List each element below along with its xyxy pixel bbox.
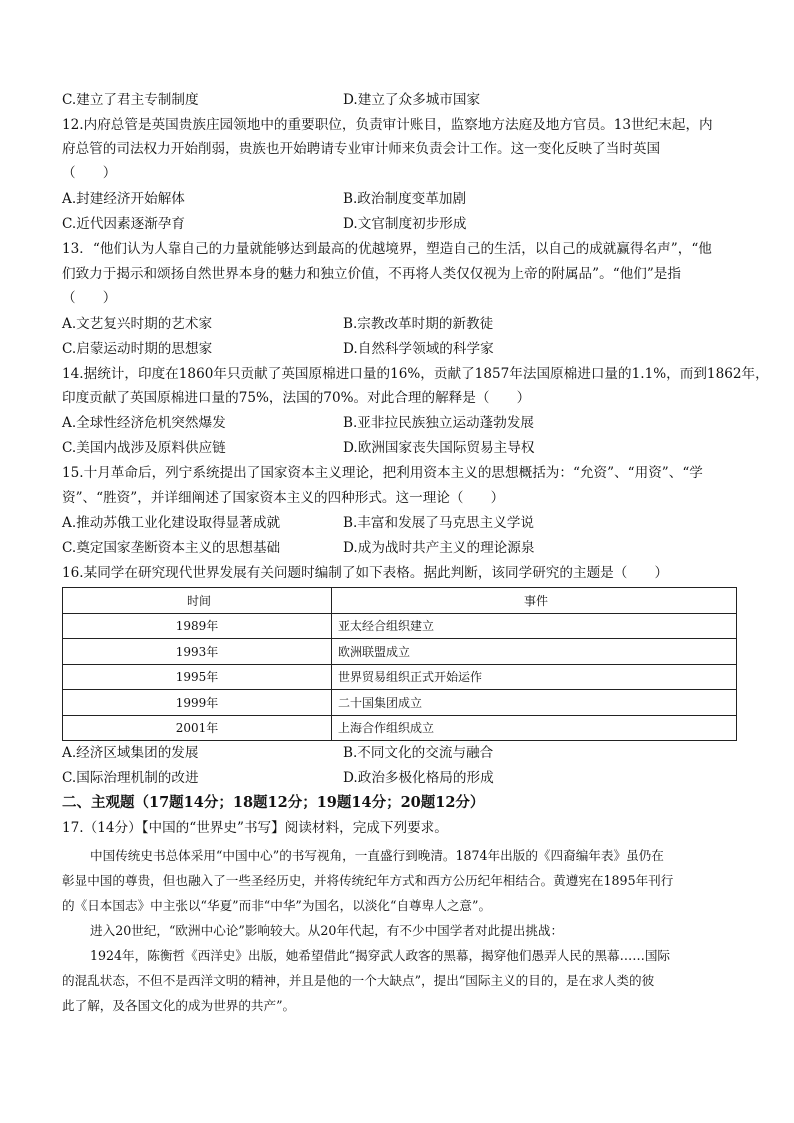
q15-option-d: D.成为战时共产主义的理论源泉 <box>343 540 535 556</box>
q15-stem-line-2: 资”、“胜资”，并详细阐述了国家资本主义的四种形式。这一理论（ ） <box>62 490 505 506</box>
q16-option-b: B.不同文化的交流与融合 <box>343 745 494 761</box>
q13-option-a: A.文艺复兴时期的艺术家 <box>62 316 213 332</box>
q14-stem-line-2: 印度贡献了英国原棉进口量的75%，法国的70%。对此合理的解释是（ ） <box>62 390 531 406</box>
q14-option-b: B.亚非拉民族独立运动蓬勃发展 <box>343 415 535 431</box>
q14-option-a: A.全球性经济危机突然爆发 <box>62 415 226 431</box>
q16-option-d: D.政治多极化格局的形成 <box>343 770 494 786</box>
q15-option-c: C.奠定国家垄断资本主义的思想基础 <box>62 540 281 556</box>
q15-option-b: B.丰富和发展了马克思主义学说 <box>343 515 535 531</box>
q12-option-c: C.近代因素逐渐孕育 <box>62 216 185 232</box>
q14-stem-line-1: 14.据统计，印度在1860年只贡献了英国原棉进口量的16%，贡献了1857年法国原棉进口量的1.1%，而到1862年， <box>62 366 769 382</box>
q13-stem-line-2: 们致力于揭示和颂扬自然世界本身的魅力和独立价值，不再将人类仅仅视为上帝的附属品”。“他们”是指 <box>62 266 681 282</box>
q17-stem-line-1: 17.（14分）【中国的“世界史”书写】阅读材料，完成下列要求。 <box>62 820 448 836</box>
q16-stem-line-1: 16.某同学在研究现代世界发展有关问题时编制了如下表格。据此判断，该同学研究的主题是（ ） <box>62 565 669 581</box>
option-c: C.建立了君主专制制度 <box>62 92 199 108</box>
q12-option-a: A.封建经济开始解体 <box>62 191 185 207</box>
table-header-event: 事件 <box>332 588 737 614</box>
table-cell-event: 世界贸易组织正式开始运作 <box>332 664 737 690</box>
q17-material-line-7: 此了解，及各国文化的成为世界的共产”。 <box>62 998 296 1013</box>
q13-stem-line-1: 13．“他们认为人靠自己的力量就能够达到最高的优越境界，塑造自己的生活，以自己的成就赢得名声”，“他 <box>62 241 712 257</box>
table-cell-year: 1999年 <box>63 690 332 716</box>
q13-stem-line-3: （ ） <box>62 290 117 306</box>
table-row <box>63 690 737 716</box>
q15-option-a: A.推动苏俄工业化建设取得显著成就 <box>62 515 281 531</box>
q14-option-c: C.美国内战涉及原料供应链 <box>62 440 226 456</box>
table-cell-event: 上海合作组织成立 <box>332 715 737 741</box>
q13-option-d: D.自然科学领域的科学家 <box>343 341 494 357</box>
table-row <box>63 715 737 741</box>
q17-material-line-1: 中国传统史书总体采用“中国中心”的书写视角，一直盛行到晚清。1874年出版的《四裔编年表》虽仍在 <box>90 848 664 863</box>
table-header-time: 时间 <box>63 588 332 614</box>
q16-option-a: A.经济区域集团的发展 <box>62 745 199 761</box>
q12-option-b: B.政治制度变革加剧 <box>343 191 467 207</box>
q17-material-line-3: 的《日本国志》中主张以“华夏”而非“中华”为国名，以淡化“自尊卑人之意”。 <box>62 898 492 913</box>
q17-material-line-6: 的混乱状态，不但不是西洋文明的精神，并且是他的一个大缺点”，提出“国际主义的目的，是在求人类的彼 <box>62 973 655 988</box>
q12-stem-line-1: 12.内府总管是英国贵族庄园领地中的重要职位，负责审计账目，监察地方法庭及地方官员。13世纪末起，内 <box>62 117 713 133</box>
q17-material-line-5: 1924年，陈衡哲《西洋史》出版，她希望借此“揭穿武人政客的黑幕，揭穿他们愚弄人民的黑幕……国际 <box>90 948 671 963</box>
table-cell-year: 2001年 <box>63 715 332 741</box>
q13-option-b: B.宗教改革时期的新教徒 <box>343 316 494 332</box>
q14-option-d: D.欧洲国家丧失国际贸易主导权 <box>343 440 535 456</box>
option-d: D.建立了众多城市国家 <box>343 92 481 108</box>
q12-stem-line-3: （ ） <box>62 165 117 181</box>
q17-material-line-2: 彰显中国的尊贵，但也融入了一些圣经历史，并将传统纪年方式和西方公历纪年相结合。黄遵宪在1895年刊行 <box>62 873 674 888</box>
table-row <box>63 664 737 690</box>
q15-stem-line-1: 15.十月革命后，列宁系统提出了国家资本主义理论，把利用资本主义的思想概括为：“允资”、“用资”、“学 <box>62 465 703 481</box>
table-header-row <box>63 588 737 614</box>
q16-events-table <box>62 587 737 741</box>
table-row <box>63 639 737 665</box>
table-cell-year: 1995年 <box>63 664 332 690</box>
table-cell-year: 1993年 <box>63 639 332 665</box>
table-cell-event: 亚太经合组织建立 <box>332 613 737 639</box>
q16-option-c: C.国际治理机制的改进 <box>62 770 199 786</box>
section-2-title: 二、主观题（17题14分；18题12分；19题14分；20题12分） <box>62 794 485 811</box>
table-cell-event: 欧洲联盟成立 <box>332 639 737 665</box>
q13-option-c: C.启蒙运动时期的思想家 <box>62 341 213 357</box>
table-cell-event: 二十国集团成立 <box>332 690 737 716</box>
q12-stem-line-2: 府总管的司法权力开始削弱，贵族也开始聘请专业审计师来负责会计工作。这一变化反映了当时英国 <box>62 141 661 157</box>
q17-material-line-4: 进入20世纪，“欧洲中心论”影响较大。从20年代起，有不少中国学者对此提出挑战： <box>90 923 564 938</box>
table-row <box>63 613 737 639</box>
table-cell-year: 1989年 <box>63 613 332 639</box>
q12-option-d: D.文官制度初步形成 <box>343 216 467 232</box>
